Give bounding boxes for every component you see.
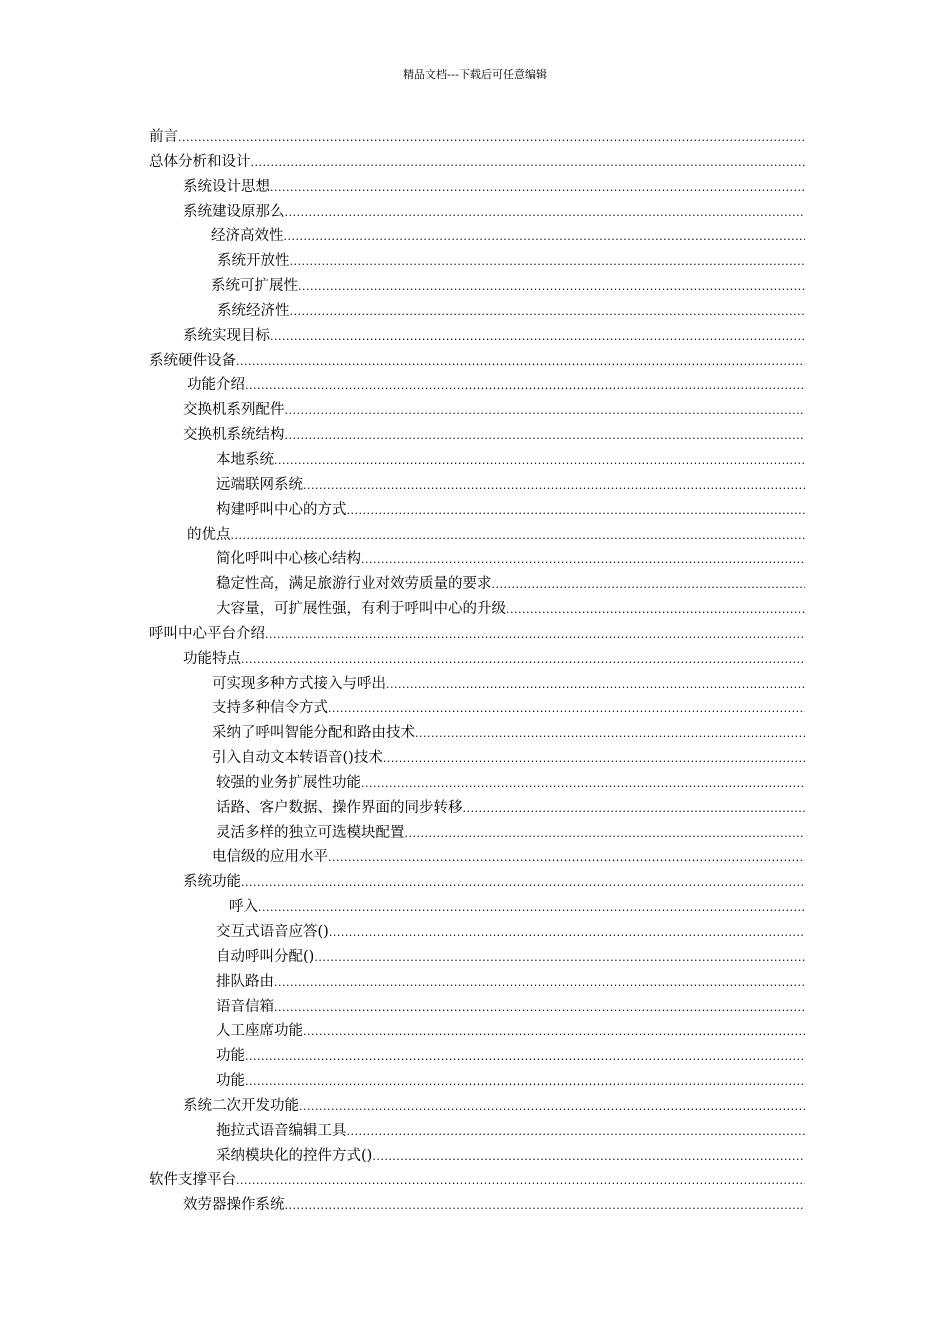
toc-dot-leader	[372, 1147, 805, 1167]
toc-entry-title: 总体分析和设计	[149, 153, 251, 170]
toc-dot-leader	[274, 973, 805, 993]
toc-entry-title: 采纳模块化的控件方式()	[216, 1147, 373, 1164]
toc-entry[interactable]	[149, 1046, 805, 1071]
toc-dot-leader	[274, 998, 805, 1018]
toc-entry-title: 系统建设原那么	[183, 203, 285, 220]
toc-dot-leader	[241, 650, 805, 670]
toc-entry-title: 的优点	[187, 526, 231, 543]
toc-entry-title: 功能	[216, 1073, 245, 1090]
toc-dot-leader	[241, 873, 805, 893]
toc-dot-leader	[386, 675, 805, 695]
toc-dot-leader	[236, 1171, 805, 1191]
toc-entry[interactable]	[149, 1096, 805, 1121]
toc-entry[interactable]	[149, 674, 805, 699]
table-of-contents	[149, 127, 805, 1220]
toc-entry-title: 前言	[149, 129, 178, 145]
toc-dot-leader	[274, 451, 805, 471]
toc-entry-title: 交换机系列配件	[183, 402, 285, 419]
toc-entry-title: 稳定性高，满足旅游行业对效劳质量的要求	[216, 576, 492, 593]
toc-entry-title: 功能特点	[183, 650, 241, 667]
toc-entry-title: 呼入	[229, 899, 258, 916]
toc-dot-leader	[383, 749, 805, 769]
toc-entry[interactable]	[149, 847, 805, 872]
toc-entry-title: 远端联网系统	[216, 476, 303, 493]
toc-entry[interactable]	[149, 997, 805, 1022]
toc-dot-leader	[299, 1097, 805, 1117]
toc-entry[interactable]	[149, 1195, 805, 1220]
toc-entry-title: 系统经济性	[217, 302, 290, 319]
toc-dot-leader	[415, 724, 805, 744]
toc-entry-title: 话路、客户数据、操作界面的同步转移	[216, 799, 463, 816]
toc-dot-leader	[231, 526, 806, 546]
toc-entry[interactable]	[149, 574, 805, 599]
toc-entry-title: 拖拉式语音编辑工具	[216, 1122, 347, 1139]
toc-entry-title: 经济高效性	[211, 228, 284, 245]
toc-entry[interactable]	[149, 500, 805, 525]
toc-entry-title: 本地系统	[216, 451, 274, 468]
toc-entry-title: 大容量，可扩展性强，有利于呼叫中心的升级	[216, 601, 506, 618]
toc-dot-leader	[251, 153, 806, 173]
toc-entry-title: 语音信箱	[216, 998, 274, 1015]
toc-dot-leader	[285, 401, 806, 421]
toc-entry-title: 可实现多种方式接入与呼出	[212, 675, 386, 692]
toc-entry-title: 交互式语音应答()	[216, 924, 329, 940]
toc-dot-leader	[270, 178, 805, 198]
toc-entry[interactable]	[149, 972, 805, 997]
toc-dot-leader	[285, 1196, 806, 1216]
toc-entry-title: 电信级的应用水平	[212, 849, 328, 866]
toc-entry-title: 自动呼叫分配()	[216, 948, 315, 965]
toc-entry[interactable]	[149, 152, 805, 177]
toc-entry-title: 交换机系统结构	[183, 427, 285, 444]
toc-entry-title: 功能	[216, 1048, 245, 1065]
toc-entry-title: 支持多种信令方式	[212, 700, 328, 717]
toc-entry[interactable]	[149, 624, 805, 649]
toc-entry-title: 系统功能	[183, 874, 241, 891]
toc-dot-leader	[285, 426, 806, 446]
toc-entry[interactable]	[149, 922, 805, 947]
toc-entry[interactable]	[149, 127, 805, 152]
toc-entry[interactable]	[149, 326, 805, 351]
toc-entry-title: 灵活多样的独立可选模块配置	[216, 824, 405, 841]
toc-entry[interactable]	[149, 1170, 805, 1195]
toc-entry-title: 功能介绍	[187, 377, 245, 394]
toc-entry[interactable]	[149, 549, 805, 574]
toc-entry-title: 人工座席功能	[216, 1023, 303, 1040]
toc-entry[interactable]	[149, 475, 805, 500]
toc-entry-title: 简化呼叫中心核心结构	[216, 551, 361, 568]
toc-entry-title: 较强的业务扩展性功能	[216, 774, 361, 791]
toc-dot-leader	[178, 128, 805, 148]
toc-entry[interactable]	[149, 947, 805, 972]
toc-entry[interactable]	[149, 251, 805, 276]
toc-entry[interactable]	[149, 698, 805, 723]
toc-entry[interactable]	[149, 599, 805, 624]
toc-entry[interactable]	[149, 351, 805, 376]
toc-entry-title: 系统二次开发功能	[183, 1097, 299, 1114]
toc-entry[interactable]	[149, 525, 805, 550]
toc-dot-leader	[463, 799, 806, 819]
toc-entry-title: 系统设计思想	[183, 178, 270, 195]
toc-dot-leader	[284, 227, 806, 247]
toc-dot-leader	[347, 501, 806, 521]
toc-entry[interactable]	[149, 773, 805, 798]
toc-entry[interactable]	[149, 276, 805, 301]
toc-dot-leader	[347, 1122, 806, 1142]
toc-dot-leader	[258, 898, 805, 918]
toc-entry[interactable]	[149, 748, 805, 773]
toc-entry[interactable]	[149, 1121, 805, 1146]
toc-entry[interactable]	[149, 177, 805, 202]
toc-dot-leader	[303, 476, 805, 496]
toc-entry[interactable]	[149, 1071, 805, 1096]
toc-entry[interactable]	[149, 450, 805, 475]
toc-entry[interactable]	[149, 798, 805, 823]
toc-dot-leader	[405, 824, 806, 844]
toc-entry-title: 系统硬件设备	[149, 352, 236, 369]
toc-entry[interactable]	[149, 897, 805, 922]
toc-entry-title: 效劳器操作系统	[183, 1197, 285, 1214]
toc-entry-title: 系统开放性	[217, 253, 290, 270]
page-header: 精品文档---下载后可任意编辑	[403, 68, 547, 81]
toc-entry-title: 采纳了呼叫智能分配和路由技术	[212, 725, 415, 742]
toc-entry-title: 引入自动文本转语音()技术	[212, 750, 383, 767]
toc-dot-leader	[506, 600, 805, 620]
toc-dot-leader	[265, 625, 805, 645]
toc-dot-leader	[236, 352, 805, 372]
toc-dot-leader	[245, 1072, 805, 1092]
toc-entry[interactable]	[149, 823, 805, 848]
toc-entry[interactable]	[149, 425, 805, 450]
toc-entry[interactable]	[149, 1021, 805, 1046]
toc-dot-leader	[290, 302, 806, 322]
toc-entry-title: 排队路由	[216, 973, 274, 990]
toc-entry-title: 系统实现目标	[183, 327, 270, 344]
toc-entry-title: 构建呼叫中心的方式	[216, 501, 347, 518]
toc-entry[interactable]	[149, 226, 805, 251]
toc-dot-leader	[329, 923, 805, 943]
toc-dot-leader	[361, 774, 805, 794]
toc-dot-leader	[303, 1022, 805, 1042]
toc-dot-leader	[328, 848, 805, 868]
toc-entry-title: 软件支撑平台	[149, 1172, 236, 1189]
toc-entry-title: 系统可扩展性	[211, 278, 298, 295]
toc-dot-leader	[245, 376, 805, 396]
toc-dot-leader	[328, 699, 805, 719]
toc-entry[interactable]	[149, 202, 805, 227]
toc-dot-leader	[270, 327, 805, 347]
toc-dot-leader	[290, 252, 806, 272]
toc-entry[interactable]	[149, 723, 805, 748]
toc-entry[interactable]	[149, 872, 805, 897]
toc-dot-leader	[492, 575, 806, 595]
toc-entry-title: 呼叫中心平台介绍	[149, 625, 265, 642]
toc-dot-leader	[245, 1047, 805, 1067]
toc-entry[interactable]	[149, 400, 805, 425]
toc-entry[interactable]	[149, 649, 805, 674]
toc-entry[interactable]	[149, 375, 805, 400]
toc-entry[interactable]	[149, 1146, 805, 1171]
toc-dot-leader	[298, 277, 805, 297]
toc-dot-leader	[314, 948, 805, 968]
toc-dot-leader	[361, 550, 805, 570]
toc-dot-leader	[285, 203, 806, 223]
toc-entry[interactable]	[149, 301, 805, 326]
